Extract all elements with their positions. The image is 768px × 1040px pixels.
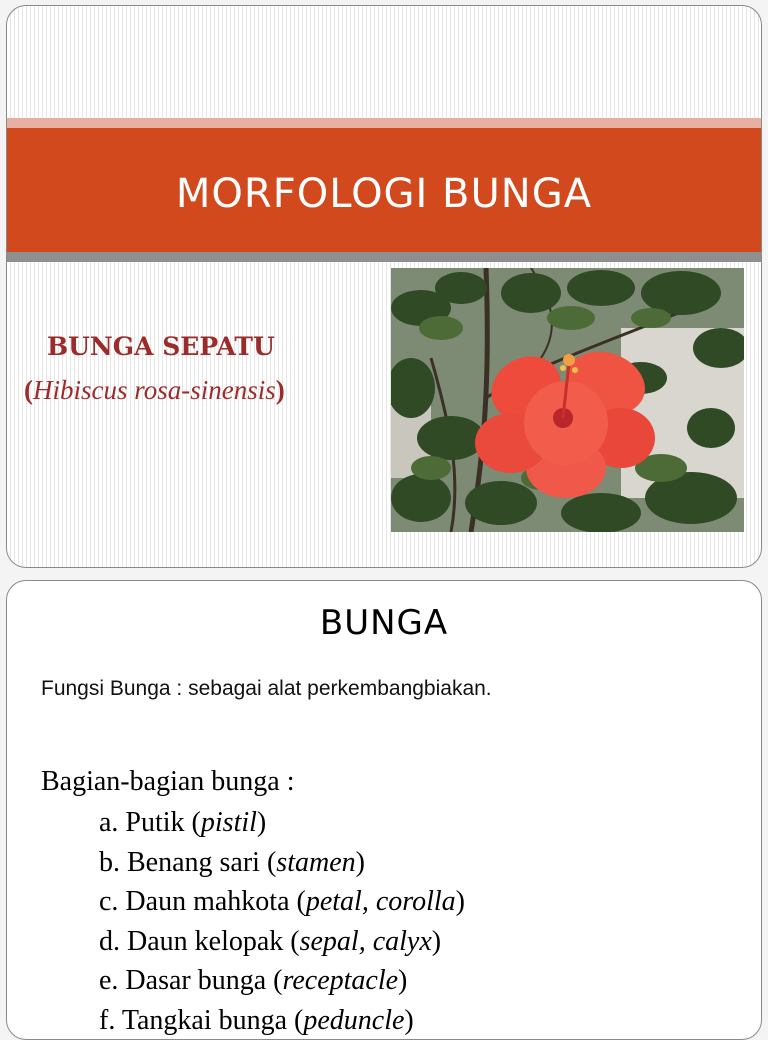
hibiscus-illustration xyxy=(391,268,744,532)
part-close: ) xyxy=(356,847,365,878)
part-close: ) xyxy=(456,886,465,917)
part-label: f. Tangkai bunga ( xyxy=(99,1005,303,1036)
part-close: ) xyxy=(257,807,266,838)
list-item xyxy=(99,803,465,843)
list-item xyxy=(99,882,465,922)
hibiscus-photo xyxy=(391,268,744,532)
part-label: a. Putik ( xyxy=(99,807,201,838)
slide-heading: BUNGA xyxy=(7,603,761,643)
part-label: e. Dasar bunga ( xyxy=(99,965,282,996)
part-term: stamen xyxy=(276,847,355,878)
part-close: ) xyxy=(404,1005,413,1036)
list-item xyxy=(99,1001,465,1040)
parts-heading: Bagian-bagian bunga : xyxy=(41,766,294,798)
part-label: d. Daun kelopak ( xyxy=(99,926,300,957)
scientific-name-text: Hibiscus rosa-sinensis xyxy=(33,375,276,405)
part-close: ) xyxy=(398,965,407,996)
function-statement: Fungsi Bunga : sebagai alat perkembangbiakan. xyxy=(41,677,492,701)
open-paren: ( xyxy=(24,375,33,405)
flower-common-name: BUNGA SEPATU xyxy=(47,332,275,361)
part-label: c. Daun mahkota ( xyxy=(99,886,306,917)
part-term: pistil xyxy=(201,807,257,838)
part-term: sepal, calyx xyxy=(300,926,432,957)
flower-scientific-name xyxy=(24,375,285,406)
part-term: peduncle xyxy=(303,1005,404,1036)
part-close: ) xyxy=(432,926,441,957)
title-band-top-stripe xyxy=(7,118,761,128)
list-item xyxy=(99,843,465,883)
flower-parts-list xyxy=(99,803,465,1040)
title-band-bottom-stripe xyxy=(7,252,761,262)
title-slide xyxy=(6,5,762,568)
slide-title: MORFOLOGI BUNGA xyxy=(7,172,761,216)
close-paren: ) xyxy=(276,375,285,405)
part-label: b. Benang sari ( xyxy=(99,847,276,878)
list-item xyxy=(99,922,465,962)
part-term: petal, corolla xyxy=(306,886,456,917)
part-term: receptacle xyxy=(282,965,398,996)
content-slide xyxy=(6,580,762,1040)
list-item xyxy=(99,961,465,1001)
